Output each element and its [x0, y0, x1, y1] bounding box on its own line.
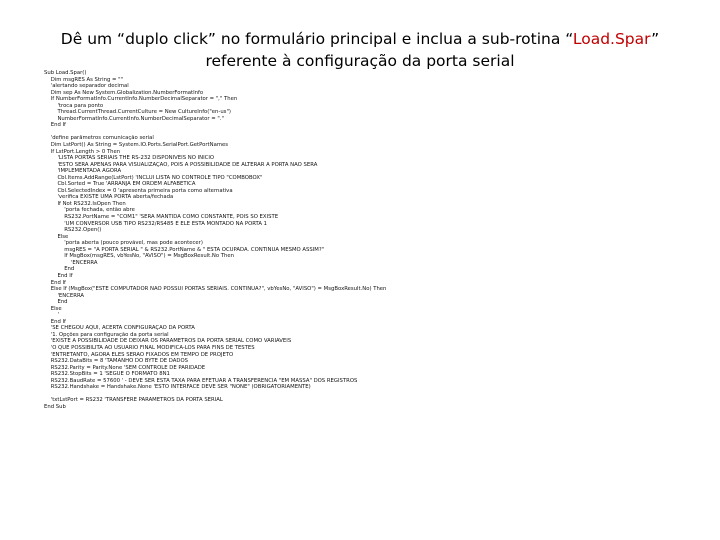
code-line: Sub Load.Spar() — [44, 70, 87, 76]
code-line: Dim sep As New System.Globalization.NumberFormatInfo — [44, 89, 204, 96]
code-line: 'IMPLEMENTADA AGORA — [44, 168, 122, 175]
code-line: Thread.CurrentThread.CurrentCulture = New CultureInfo("en-us") — [44, 109, 231, 116]
code-line: Cbl.Items.AddRange(LstPort) 'INCLUI LISTA NO CONTROLE TIPO "COMBOBOX" — [44, 174, 263, 181]
code-line: If MsgBox(msgRES, vbYesNo, "AVISO") = MsgBoxResult.No Then — [44, 253, 235, 260]
code-line: End Sub — [44, 403, 66, 410]
code-line: End — [44, 299, 68, 306]
title-highlight: Load.Spar — [572, 30, 652, 48]
code-line: 'alertando separador decimal — [44, 83, 129, 90]
code-line: 'ENCERRA — [44, 259, 98, 266]
code-line: 'ENTRETANTO, AGORA ELES SERÃO FIXADOS EM TEMPO DE PROJETO — [44, 351, 234, 358]
code-line: End — [44, 266, 75, 273]
code-line: 'troca para ponto — [44, 102, 104, 109]
code-line: ' — [44, 312, 59, 319]
slide-title — [40, 28, 680, 72]
code-line: End If — [44, 318, 66, 325]
code-line: 'ESTO SERÁ APENAS PARA VISUALIZAÇÃO, POIS A POSSIBILIDADE DE ALTERAR A PORTA NÃO SERÁ — [44, 161, 318, 168]
code-line: Cbl.SelectedIndex = 0 'apresenta primeira porta como alternativa — [44, 187, 233, 194]
code-line: Else — [44, 233, 69, 240]
code-line: RS232.StopBits = 1 'SEGUE O FORMATO 8N1 — [44, 371, 170, 378]
code-line: 'LISTA PORTAS SERIAIS THE RS-232 DISPONÍVEIS NO INÍCIO — [44, 155, 215, 162]
code-line: End If — [44, 279, 66, 286]
code-line: RS232.PortName = "COM1" 'SERÁ MANTIDA COMO CONSTANTE, POIS SÓ EXISTE — [44, 214, 279, 221]
code-line: End If — [44, 122, 66, 129]
code-line: If Not RS232.IsOpen Then — [44, 200, 126, 207]
code-line: msgRES = "A PORTA SERIAL " & RS232.PortName & " ESTÁ OCUPADA. CONTINUA MESMO ASSIM?" — [44, 246, 325, 253]
code-line: NumberFormatInfo.CurrentInfo.NumberDecimalSeparator = "." — [44, 115, 224, 122]
code-line: Dim LstPort() As String = System.IO.Ports.SerialPort.GetPortNames — [44, 142, 228, 149]
code-line: Else — [44, 305, 62, 312]
code-line: RS232.Parity = Parity.None 'SEM CONTROLE DE PARIDADE — [44, 364, 206, 371]
title-suffix: ” referente à configuração da porta serial — [205, 30, 660, 70]
code-line: RS232.Open() — [44, 227, 102, 234]
code-line: 'porta fechada, então abre — [44, 207, 135, 214]
title-prefix: Dê um “duplo click” no formulário principal e inclua a sub-rotina “ — [60, 30, 573, 48]
code-line: End If — [44, 272, 73, 279]
code-line: If LstPort.Length > 0 Then — [44, 148, 121, 155]
code-line: RS232.Handshake = Handshake.None 'ESTO INTERFACE DEVE SER "NONE" (OBRIGATORIAMENTE) — [44, 384, 311, 391]
code-line: Cbl.Sorted = True 'ARRANJA EM ORDEM ALFABÉTICA — [44, 181, 196, 188]
code-line: Dim msgRES As String = "" — [44, 76, 124, 83]
code-line: RS232.DataBits = 8 'TAMANHO DO BYTE DE DADOS — [44, 358, 189, 365]
code-line: 'SE CHEGOU AQUI, ACERTA CONFIGURAÇÃO DA PORTA — [44, 325, 195, 332]
code-listing — [44, 70, 664, 410]
code-line: RS232.BaudRate = 57600 ' - DEVE SER ESTA TAXA PARA EFETUAR A TRANSFERÊNCIA "EM MASSA" DOS REGISTROS — [44, 377, 358, 384]
code-line: 'verifica EXISTE UMA PORTA aberta/fechada — [44, 194, 174, 201]
code-line: '1. Opções para configuração da porta serial — [44, 331, 169, 338]
code-line: 'define parâmetros comunicação serial — [44, 135, 154, 142]
code-line: 'ENCERRA — [44, 292, 85, 299]
code-line: 'O QUE POSSIBILITA AO USUÁRIO FINAL MODIFICÁ-LOS PARA FINS DE TESTES — [44, 344, 255, 351]
code-line: If NumberFormatInfo.CurrentInfo.NumberDecimalSeparator = "," Then — [44, 96, 238, 103]
code-line: Else If (MsgBox("ESTE COMPUTADOR NÃO POSSUI PORTAS SERIAIS. CONTINUA?", vbYesNo, "AVISO") = MsgBoxResult.No) Then — [44, 286, 387, 293]
code-line: 'txtLstPort = RS232 'TRANSFERE PARÂMETROS DA PORTA SERIAL — [44, 397, 223, 404]
code-line: 'UM CONVERSOR USB TIPO RS232/RS485 E ELE ESTÁ MONTADO NA PORTA 1 — [44, 220, 268, 227]
code-line: 'EXISTE A POSSIBILIDADE DE DEIXAR OS PARÂMETROS DA PORTA SERIAL COMO VARIÁVEIS — [44, 338, 292, 345]
code-line: 'porta aberta (pouco provável, mas pode acontecer) — [44, 240, 203, 247]
